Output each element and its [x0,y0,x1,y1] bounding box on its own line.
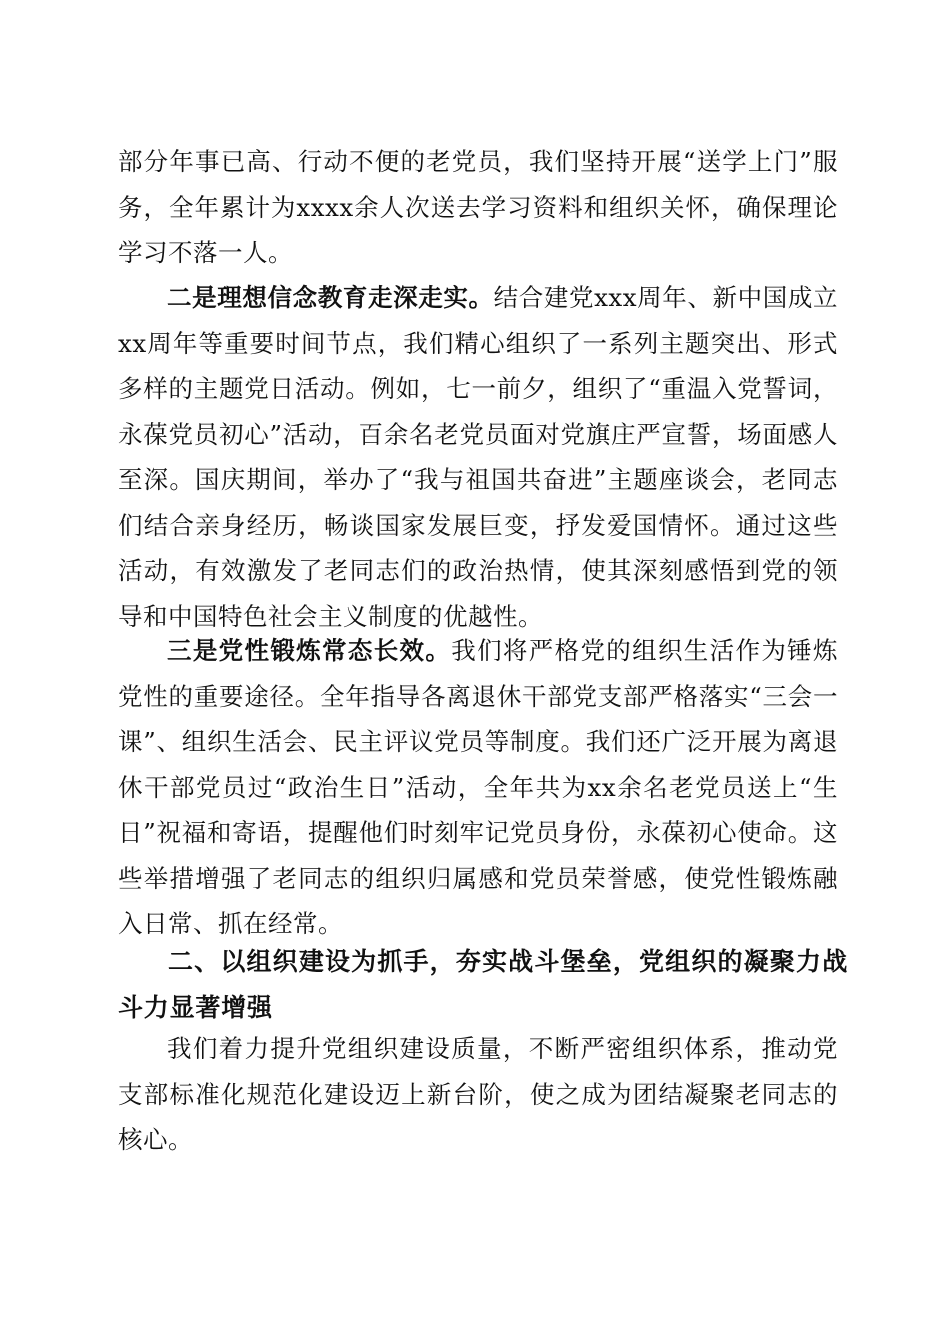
paragraph-continuation [118,139,838,276]
paragraph-organization-building [118,1026,838,1163]
paragraph-lead: 二是理想信念教育走深走实。 [167,283,494,312]
paragraph-text: 我们将严格党的组织生活作为锤炼党性的重要途径。全年指导各离退休干部党支部严格落实“三会一课”、组织生活会、民主评议党员等制度。我们还广泛开展为离退休干部党员过“政治生日”活动，全年共为xx余名老党员送上“生日”祝福和寄语，提醒他们时刻牢记党员身份，永葆初心使命。这些举措增强了老同志的组织归属感和党员荣誉感，使党性锻炼融入日常、抓在经常。 [118,636,839,938]
paragraph-text: 结合建党xxx周年、新中国成立xx周年等重要时间节点，我们精心组织了一系列主题突出、形式多样的主题党日活动。例如，七一前夕，组织了“重温入党誓词，永葆党员初心”活动，百余名老党员面对党旗庄严宣誓，场面感人至深。国庆期间，举办了“我与祖国共奋进”主题座谈会，老同志们结合亲身经历，畅谈国家发展巨变，抒发爱国情怀。通过这些活动，有效激发了老同志们的政治热情，使其深刻感悟到党的领导和中国特色社会主义制度的优越性。 [118,283,839,631]
paragraph-lead: 三是党性锻炼常态长效。 [167,636,452,665]
paragraph-text: 部分年事已高、行动不便的老党员，我们坚持开展“送学上门”服务，全年累计为xxxx余人次送去学习资料和组织关怀，确保理论学习不落一人。 [118,147,838,267]
paragraph-party-spirit [118,628,838,947]
paragraph-ideals-education [118,275,838,639]
paragraph-text: 我们着力提升党组织建设质量，不断严密组织体系，推动党支部标准化规范化建设迈上新台阶，使之成为团结凝聚老同志的核心。 [118,1034,838,1154]
section-heading: 二、以组织建设为抓手，夯实战斗堡垒，党组织的凝聚力战斗力显著增强 [118,947,848,1022]
